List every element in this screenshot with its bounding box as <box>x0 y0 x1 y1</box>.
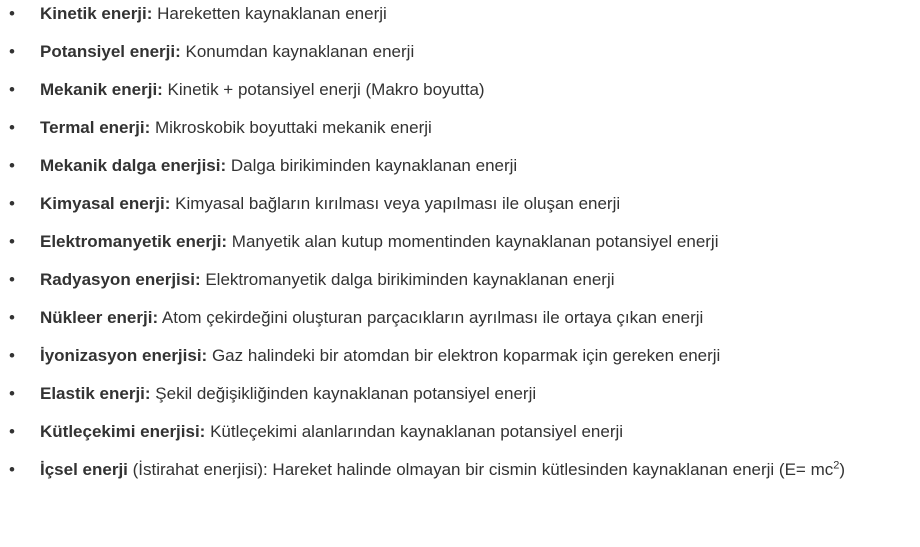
list-item-mekanik-dalga <box>0 156 920 176</box>
item-description: Manyetik alan kutup momentinden kaynaklanan potansiyel enerji <box>227 232 719 251</box>
item-term: Elastik enerji: <box>40 384 151 403</box>
bullet-icon: • <box>9 42 15 61</box>
item-term: Kinetik enerji: <box>40 4 153 23</box>
item-description: Atom çekirdeğini oluşturan parçacıkların ayrılması ile ortaya çıkan enerji <box>158 308 704 327</box>
item-description: Mikroskobik boyuttaki mekanik enerji <box>150 118 432 137</box>
list-item-iyonizasyon <box>0 346 920 366</box>
item-description: Kütleçekimi alanlarından kaynaklanan potansiyel enerji <box>205 422 624 441</box>
bullet-icon: • <box>9 384 15 403</box>
energy-types-list <box>0 4 920 507</box>
list-item-potansiyel <box>0 42 920 62</box>
bullet-icon: • <box>9 80 15 99</box>
item-term: Potansiyel enerji: <box>40 42 181 61</box>
item-description: Şekil değişikliğinden kaynaklanan potansiyel enerji <box>150 384 537 403</box>
item-description: (İstirahat enerjisi): Hareket halinde olmayan bir cismin kütlesinden kaynaklanan enerji (E= mc <box>127 460 834 479</box>
bullet-icon: • <box>9 232 15 251</box>
item-term: Kimyasal enerji: <box>40 194 171 213</box>
list-item-radyasyon <box>0 270 920 290</box>
bullet-icon: • <box>9 118 15 137</box>
item-description: Kimyasal bağların kırılması veya yapılması ile oluşan enerji <box>170 194 621 213</box>
bullet-icon: • <box>9 460 15 479</box>
item-term: Elektromanyetik enerji: <box>40 232 228 251</box>
item-description: Dalga birikiminden kaynaklanan enerji <box>226 156 518 175</box>
item-term: Mekanik dalga enerjisi: <box>40 156 227 175</box>
bullet-icon: • <box>9 308 15 327</box>
item-term: Nükleer enerji: <box>40 308 159 327</box>
item-description: Konumdan kaynaklanan enerji <box>180 42 415 61</box>
bullet-icon: • <box>9 422 15 441</box>
item-term: Termal enerji: <box>40 118 151 137</box>
bullet-icon: • <box>9 194 15 213</box>
item-description: Elektromanyetik dalga birikiminden kaynaklanan enerji <box>200 270 615 289</box>
bullet-icon: • <box>9 346 15 365</box>
list-item-kinetik <box>0 4 920 24</box>
superscript-exponent: 2 <box>833 459 840 472</box>
item-term: Radyasyon enerjisi: <box>40 270 201 289</box>
item-description-tail: ) <box>839 460 846 479</box>
item-term: Mekanik enerji: <box>40 80 163 99</box>
list-item-kutlecekimi <box>0 422 920 442</box>
bullet-icon: • <box>9 4 15 23</box>
list-item-elastik <box>0 384 920 404</box>
item-description: Hareketten kaynaklanan enerji <box>152 4 387 23</box>
item-term: İyonizasyon enerjisi: <box>40 346 208 365</box>
bullet-icon: • <box>9 156 15 175</box>
list-item-kimyasal <box>0 194 920 214</box>
list-item-elektromanyetik <box>0 232 920 252</box>
list-item-icsel <box>0 451 910 489</box>
item-description: Gaz halindeki bir atomdan bir elektron koparmak için gereken enerji <box>207 346 721 365</box>
list-item-nukleer <box>0 308 920 328</box>
item-description: Kinetik + potansiyel enerji (Makro boyutta) <box>162 80 485 99</box>
item-term: İçsel enerji <box>40 460 128 479</box>
list-item-mekanik <box>0 80 920 100</box>
item-term: Kütleçekimi enerjisi: <box>40 422 206 441</box>
list-item-termal <box>0 118 920 138</box>
bullet-icon: • <box>9 270 15 289</box>
